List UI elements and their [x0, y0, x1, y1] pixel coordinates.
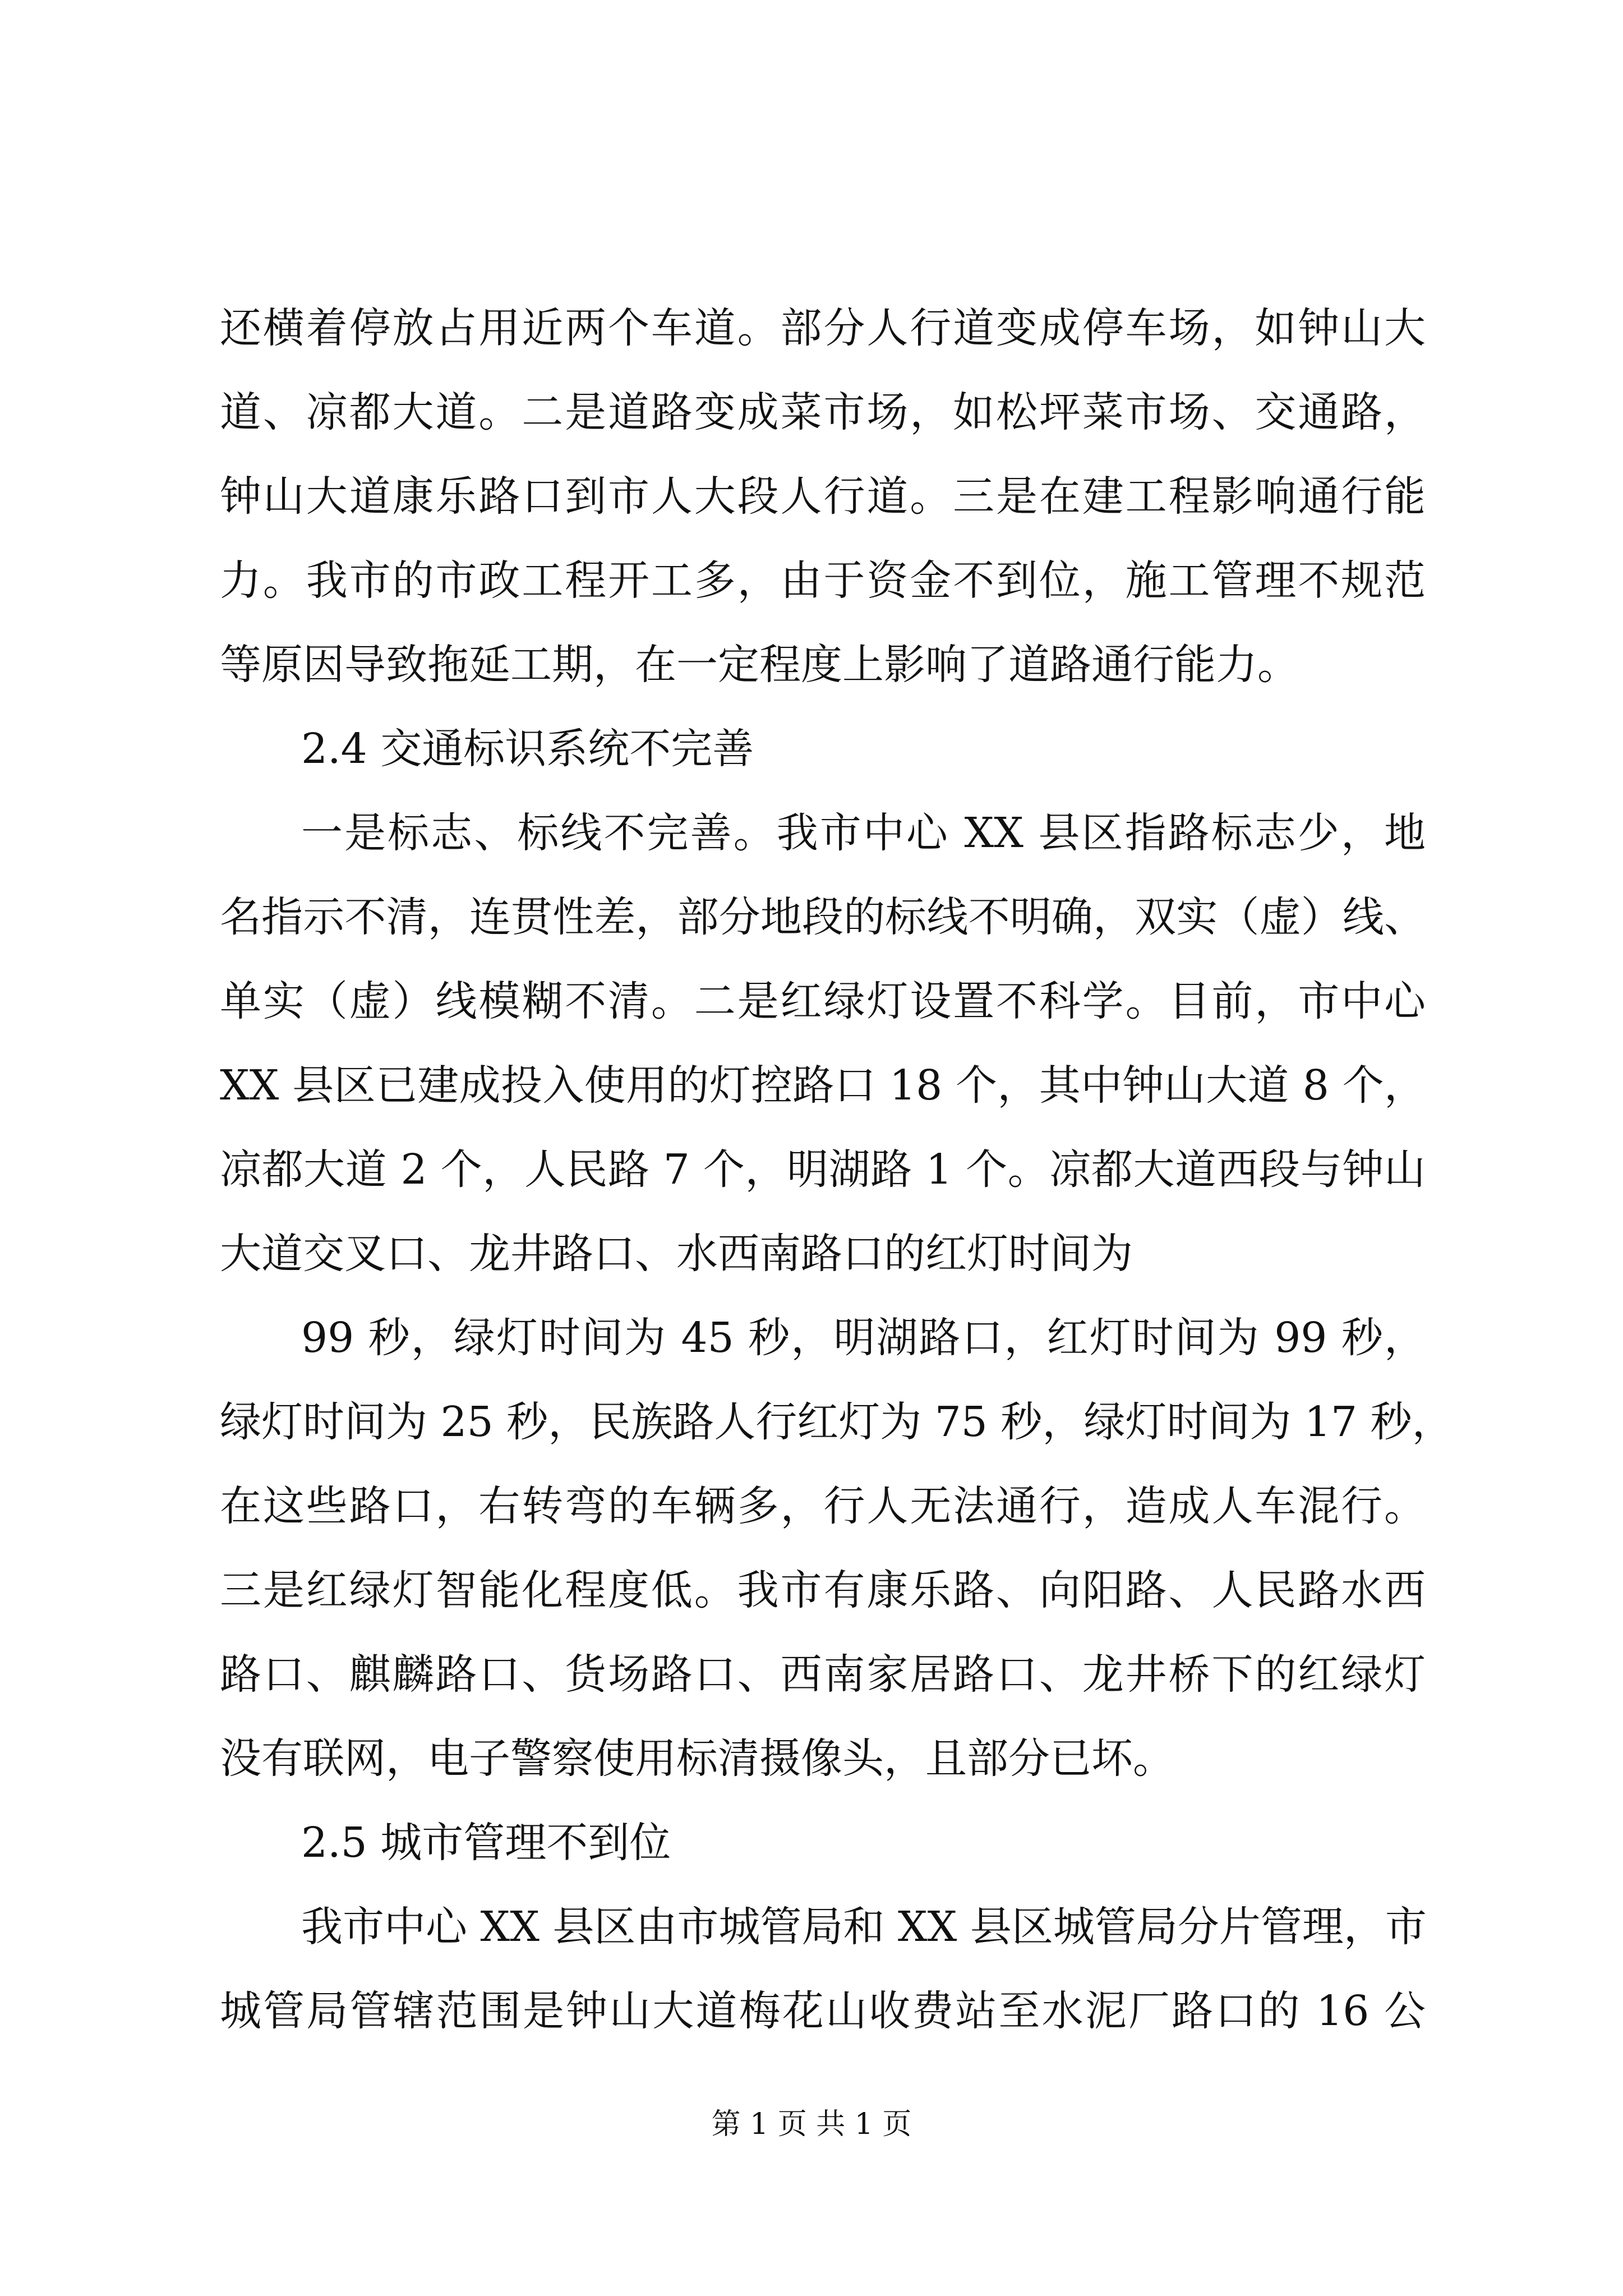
text-line: 等原因导致拖延工期，在一定程度上影响了道路通行能力。	[220, 641, 1299, 689]
text-line: 我市中心 XX 县区由市城管局和 XX 县区城管局分片管理，市	[301, 1903, 1427, 1951]
document-body	[220, 286, 1454, 2053]
text-line: 钟山大道康乐路口到市人大段人行道。三是在建工程影响通行能	[220, 472, 1426, 521]
text-line: 路口、麒麟路口、货场路口、西南家居路口、龙井桥下的红绿灯	[220, 1650, 1426, 1699]
text-line: 三是红绿灯智能化程度低。我市有康乐路、向阳路、人民路水西	[220, 1566, 1426, 1614]
text-line: 名指示不清，连贯性差，部分地段的标线不明确，双实（虚）线、	[220, 893, 1426, 941]
text-line: 99 秒，绿灯时间为 45 秒，明湖路口，红灯时间为 99 秒，	[301, 1314, 1426, 1362]
text-line: 城管局管辖范围是钟山大道梅花山收费站至水泥厂路口的 16 公	[220, 1987, 1426, 2035]
text-line: 力。我市的市政工程开工多，由于资金不到位，施工管理不规范	[220, 556, 1426, 605]
text-line: 凉都大道 2 个，人民路 7 个，明湖路 1 个。凉都大道西段与钟山	[220, 1145, 1426, 1194]
text-line: 绿灯时间为 25 秒，民族路人行红灯为 75 秒，绿灯时间为 17 秒，	[220, 1398, 1454, 1446]
text-line: 在这些路口，右转弯的车辆多，行人无法通行，造成人车混行。	[220, 1482, 1426, 1530]
text-line: 一是标志、标线不完善。我市中心 XX 县区指路标志少，地	[301, 809, 1426, 857]
text-line: 没有联网，电子警察使用标清摄像头，且部分已坏。	[220, 1734, 1174, 1783]
text-line: XX 县区已建成投入使用的灯控路口 18 个，其中钟山大道 8 个，	[220, 1061, 1426, 1110]
text-line: 大道交叉口、龙井路口、水西南路口的红灯时间为	[220, 1230, 1133, 1278]
section-heading: 2.4 交通标识系统不完善	[301, 725, 754, 773]
section-heading: 2.5 城市管理不到位	[301, 1819, 671, 1867]
text-line: 还横着停放占用近两个车道。部分人行道变成停车场，如钟山大	[220, 304, 1426, 352]
page-footer: 第 1 页 共 1 页	[711, 2108, 912, 2141]
text-line: 道、凉都大道。二是道路变成菜市场，如松坪菜市场、交通路，	[220, 388, 1426, 436]
text-line: 单实（虚）线模糊不清。二是红绿灯设置不科学。目前，市中心	[220, 977, 1426, 1025]
